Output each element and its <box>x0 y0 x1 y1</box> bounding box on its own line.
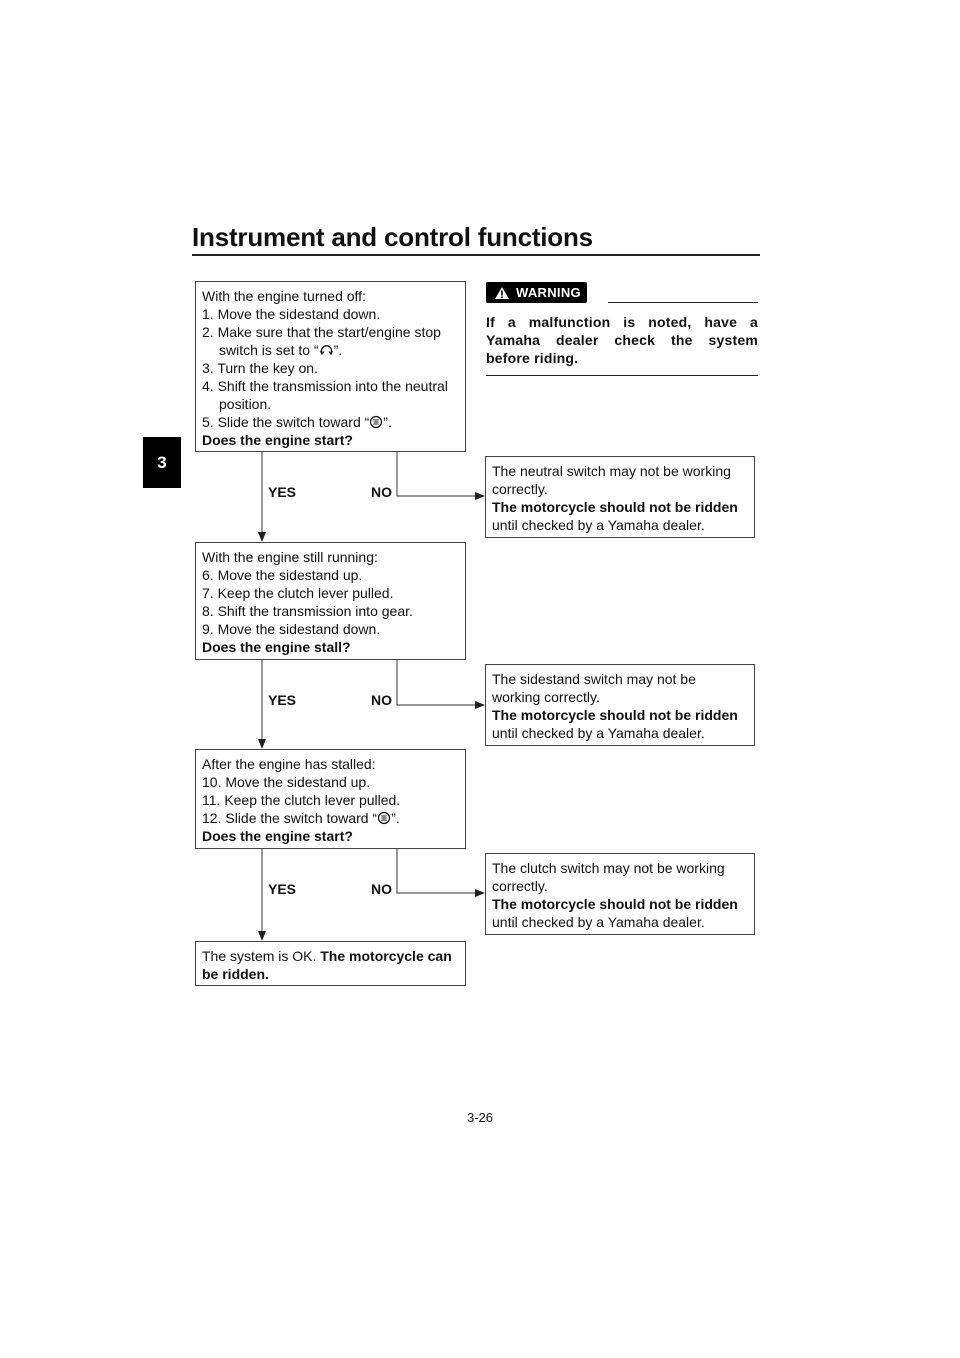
flow-step-1 <box>195 281 466 452</box>
step3-intro: After the engine has stalled: <box>202 756 376 772</box>
no2-line-2: working correctly. <box>492 689 600 705</box>
result-ok-line-1 <box>202 947 459 965</box>
no1-line-3: until checked by a Yamaha dealer. <box>492 517 705 533</box>
result-ok-bold-1: The motorcycle can <box>320 948 452 964</box>
page-title: Instrument and control functions <box>192 222 593 252</box>
no-connector-2 <box>397 660 484 705</box>
yes-label-2: YES <box>268 692 297 708</box>
warning-text: If a malfunction is noted, have a Yamaha dealer check the system before riding. <box>486 313 758 366</box>
yes-label-3: YES <box>268 881 297 897</box>
step1-line-2b <box>202 341 459 359</box>
chapter-tab: 3 <box>143 437 181 488</box>
step3-line-12 <box>202 809 459 827</box>
step1-line-5-pre: 5. Slide the switch toward “ <box>202 414 370 430</box>
result-ok-line-2: be ridden. <box>202 966 269 982</box>
no2-bold: The motorcycle should not be ridden <box>492 707 738 723</box>
no-label-1: NO <box>371 484 392 500</box>
step1-line-2a: 2. Make sure that the start/engine stop <box>202 324 441 340</box>
step1-question: Does the engine start? <box>202 432 353 448</box>
warning-badge <box>486 282 587 303</box>
no-result-3 <box>485 853 755 935</box>
result-ok-plain: The system is OK. <box>202 948 317 964</box>
step3-line-10: 10. Move the sidestand up. <box>202 774 371 790</box>
step1-line-2b-pre: switch is set to “ <box>219 342 319 358</box>
step1-line-5-post: ”. <box>383 414 392 430</box>
step2-line-7: 7. Keep the clutch lever pulled. <box>202 585 394 601</box>
exclamation-triangle-icon <box>494 286 510 300</box>
no1-line-2: correctly. <box>492 481 548 497</box>
step2-line-8: 8. Shift the transmission into gear. <box>202 603 413 619</box>
step3-line-11: 11. Keep the clutch lever pulled. <box>202 792 401 808</box>
step3-question: Does the engine start? <box>202 828 353 844</box>
step1-line-2b-post: ”. <box>333 342 343 358</box>
engine-run-icon <box>319 343 334 357</box>
step1-line-3: 3. Turn the key on. <box>202 360 318 376</box>
engine-start-icon <box>377 811 391 825</box>
no2-line-1: The sidestand switch may not be <box>492 671 696 687</box>
no-label-2: NO <box>371 692 392 708</box>
step1-line-1: 1. Move the sidestand down. <box>202 306 381 322</box>
warning-rule-top <box>608 302 758 303</box>
step1-intro: With the engine turned off: <box>202 288 366 304</box>
no-label-3: NO <box>371 881 392 897</box>
no3-line-2: correctly. <box>492 878 548 894</box>
flow-step-2 <box>195 542 466 660</box>
flow-step-3 <box>195 749 466 849</box>
warning-label: WARNING <box>516 285 581 300</box>
step1-line-4a: 4. Shift the transmission into the neutral <box>202 378 448 394</box>
page-number: 3-26 <box>466 1110 494 1125</box>
no3-bold: The motorcycle should not be ridden <box>492 896 738 912</box>
yes-label-1: YES <box>268 484 297 500</box>
step3-line-12-post: ”. <box>391 810 400 826</box>
step2-question: Does the engine stall? <box>202 639 351 655</box>
step1-line-5 <box>202 413 459 431</box>
no3-line-3: until checked by a Yamaha dealer. <box>492 914 705 930</box>
step3-line-12-pre: 12. Slide the switch toward “ <box>202 810 378 826</box>
no2-line-3: until checked by a Yamaha dealer. <box>492 725 705 741</box>
step2-intro: With the engine still running: <box>202 549 378 565</box>
step1-line-4b: position. <box>219 396 272 412</box>
warning-block <box>486 282 758 376</box>
no-result-1 <box>485 456 755 538</box>
warning-rule-bottom <box>486 375 758 376</box>
no-connector-3 <box>397 849 484 893</box>
step2-line-9: 9. Move the sidestand down. <box>202 621 381 637</box>
no1-bold: The motorcycle should not be ridden <box>492 499 738 515</box>
step2-line-6: 6. Move the sidestand up. <box>202 567 363 583</box>
no-connector-1 <box>397 452 484 496</box>
no1-line-1: The neutral switch may not be working <box>492 463 731 479</box>
no3-line-1: The clutch switch may not be working <box>492 860 725 876</box>
engine-start-icon <box>369 415 383 429</box>
no-result-2 <box>485 664 755 746</box>
result-ok <box>195 941 466 986</box>
